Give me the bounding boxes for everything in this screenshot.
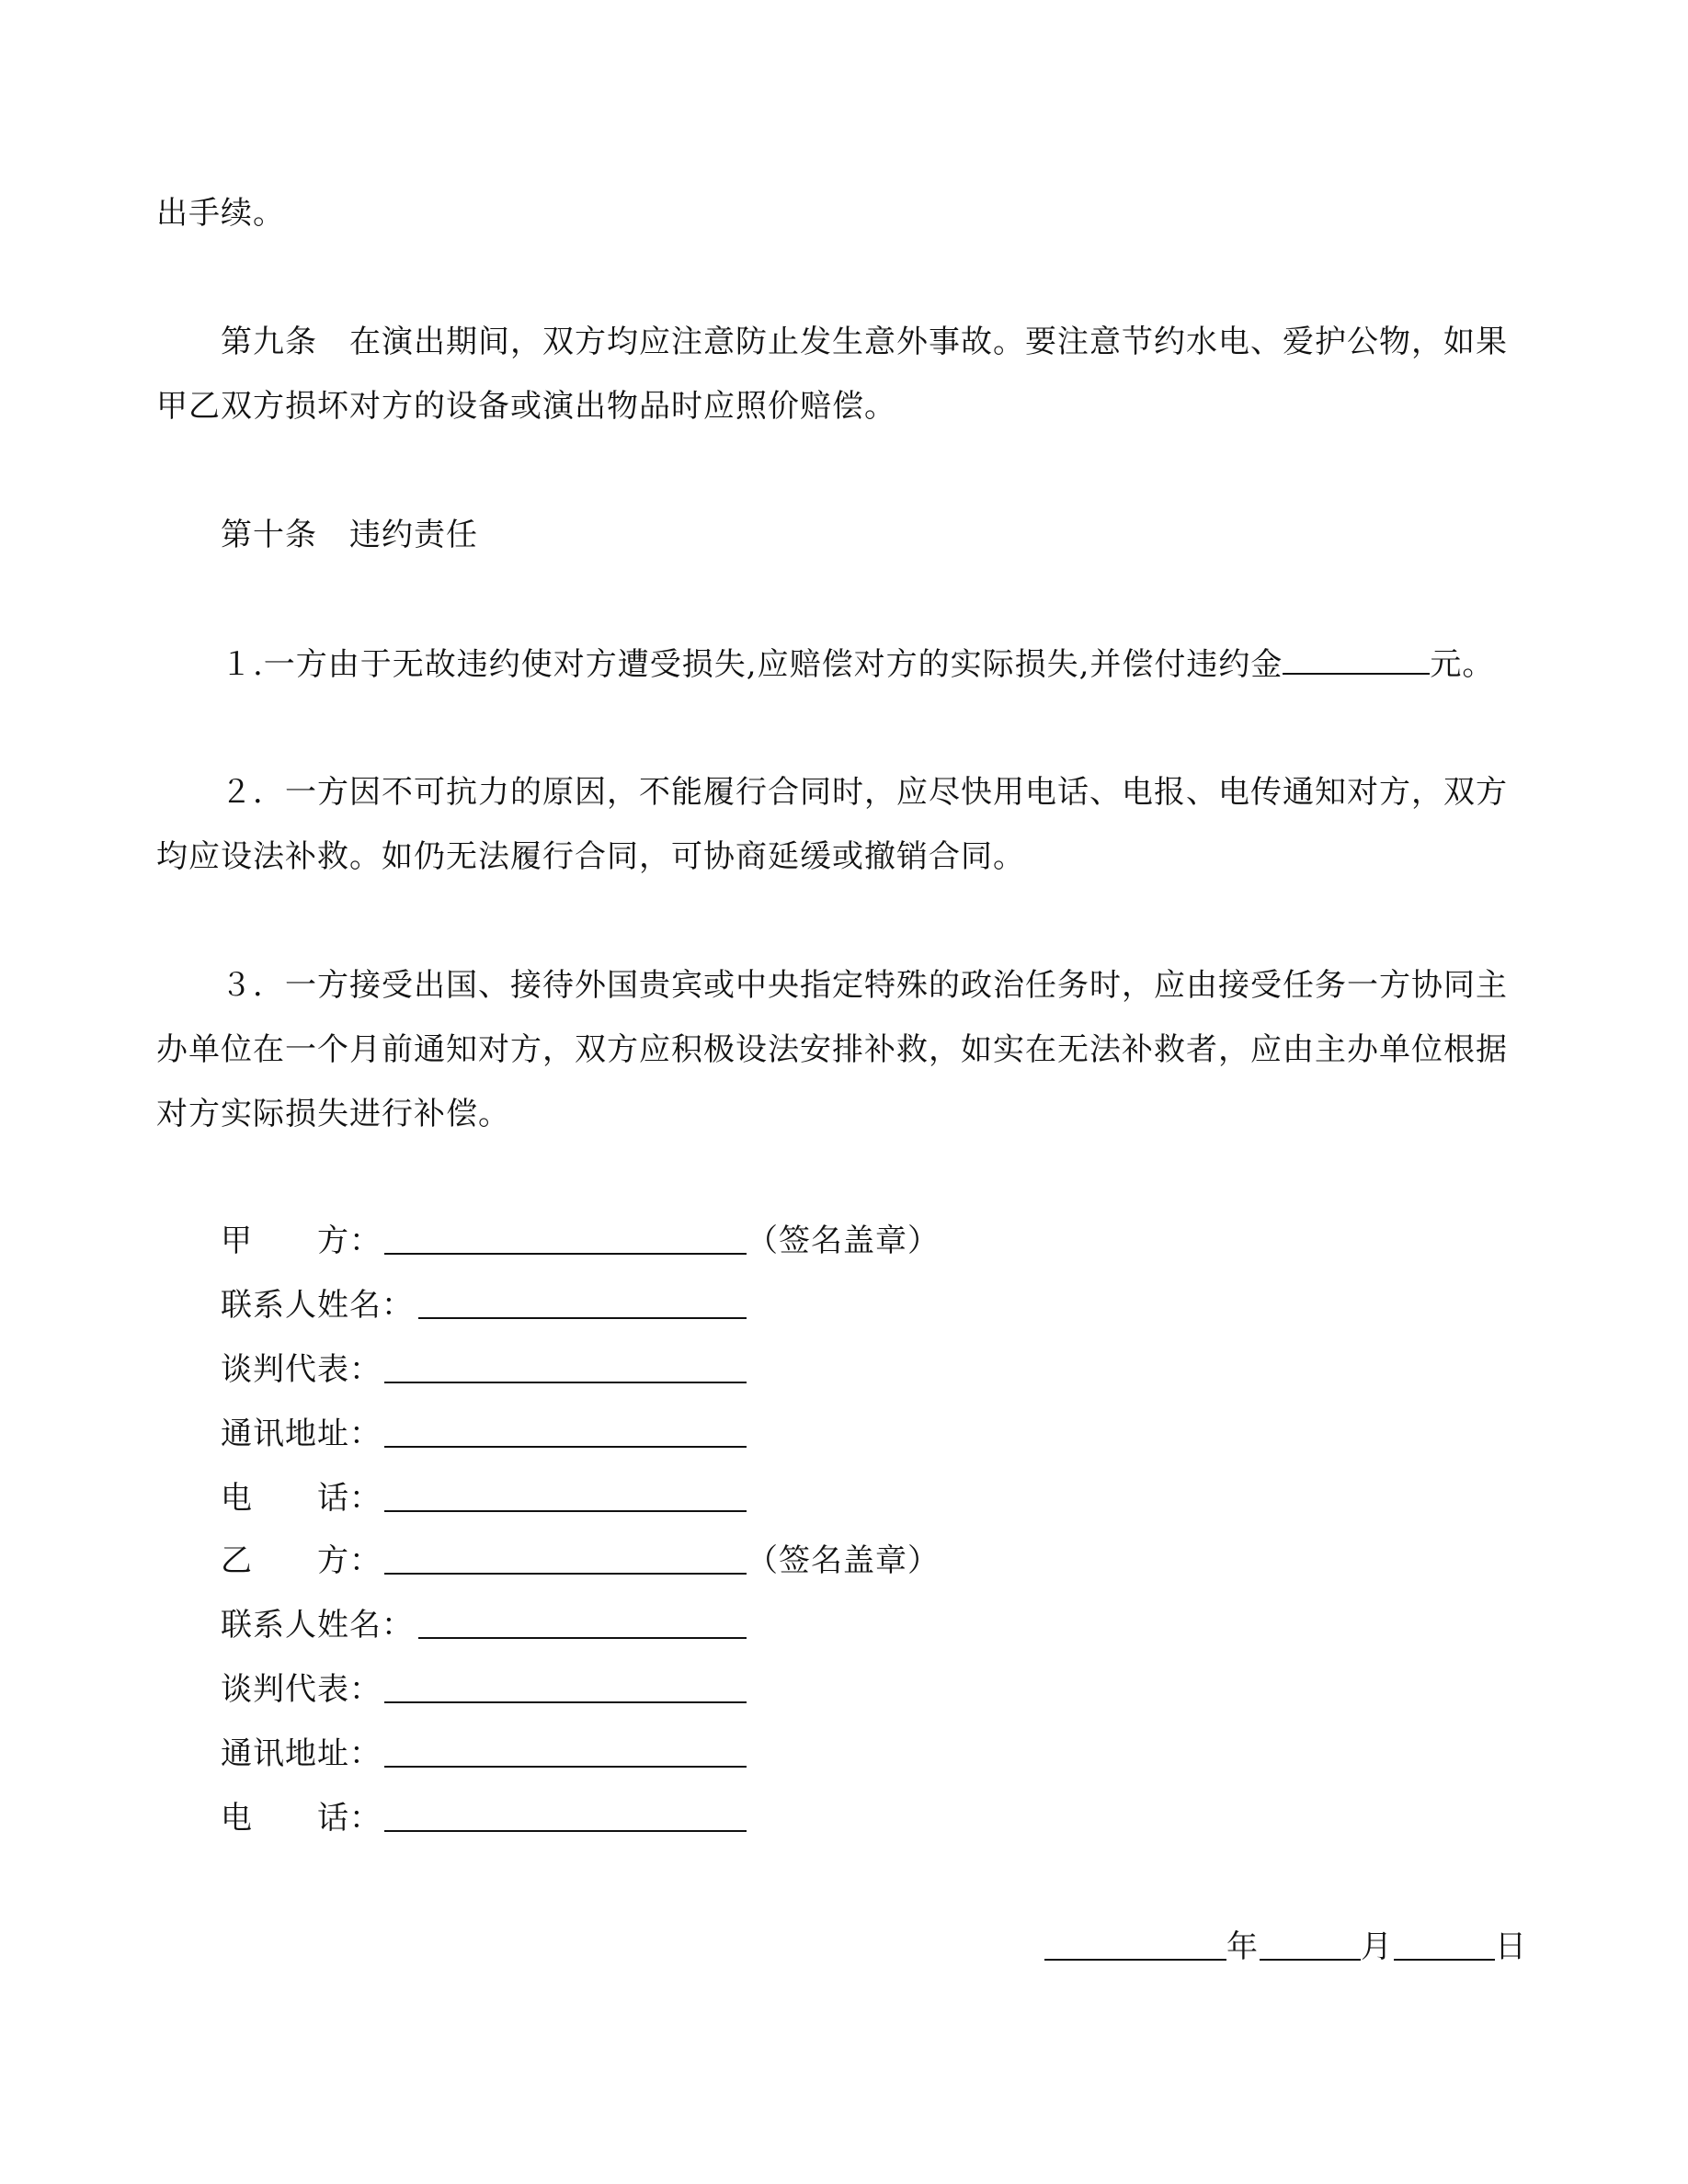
- party-b-contact-blank[interactable]: [418, 1637, 747, 1639]
- date-year-blank[interactable]: [1044, 1959, 1226, 1961]
- party-b-phone-blank[interactable]: [384, 1830, 747, 1832]
- party-a-sign-note: （签名盖章）: [747, 1223, 940, 1259]
- article-9-line-1: 第九条 在演出期间，双方均应注意防止发生意外事故。要注意节约水电、爱护公物，如果: [221, 324, 1508, 360]
- party-a-rep-label: 谈判代表：: [221, 1351, 382, 1388]
- article-9-line-2: 甲乙双方损坏对方的设备或演出物品时应照价赔偿。: [156, 388, 896, 425]
- clause-3-line-1: ３．一方接受出国、接待外国贵宾或中央指定特殊的政治任务时，应由接受任务一方协同主: [221, 967, 1508, 1004]
- date-year-label: 年: [1226, 1928, 1259, 1965]
- party-b-address-blank[interactable]: [384, 1766, 747, 1768]
- article-10-heading: 第十条 违约责任: [221, 517, 478, 553]
- party-b-contact-label: 联系人姓名：: [221, 1607, 414, 1644]
- party-b-rep-blank[interactable]: [384, 1701, 747, 1703]
- clause-3-line-3: 对方实际损失进行补偿。: [156, 1096, 510, 1132]
- date-month-blank[interactable]: [1260, 1959, 1361, 1961]
- paragraph-continuation: 出手续。: [156, 195, 285, 232]
- party-a-address-blank[interactable]: [384, 1446, 747, 1448]
- penalty-amount-blank[interactable]: [1283, 645, 1430, 675]
- party-b-address-label: 通讯地址：: [221, 1735, 382, 1772]
- clause-2-line-1: ２．一方因不可抗力的原因，不能履行合同时，应尽快用电话、电报、电传通知对方，双方: [221, 774, 1508, 811]
- party-b-sign-note: （签名盖章）: [747, 1542, 940, 1579]
- clause-3-line-2: 办单位在一个月前通知对方，双方应积极设法安排补救，如实在无法补救者，应由主办单位根据: [156, 1031, 1508, 1068]
- party-b-rep-label: 谈判代表：: [221, 1671, 382, 1708]
- party-a-contact-label: 联系人姓名：: [221, 1287, 414, 1324]
- clause-2-line-2: 均应设法补救。如仍无法履行合同，可协商延缓或撤销合同。: [156, 838, 1025, 875]
- date-day-label: 日: [1495, 1928, 1527, 1965]
- clause-1-unit: 元。: [1430, 646, 1495, 683]
- party-a-phone-blank[interactable]: [384, 1510, 747, 1512]
- party-a-blank[interactable]: [384, 1253, 747, 1255]
- date-day-blank[interactable]: [1394, 1959, 1495, 1961]
- party-a-address-label: 通讯地址：: [221, 1416, 382, 1452]
- clause-1-text: １.一方由于无故违约使对方遭受损失,应赔偿对方的实际损失,并偿付违约金: [221, 646, 1283, 683]
- clause-1: [221, 645, 1494, 683]
- party-b-label: 乙 方：: [221, 1542, 382, 1579]
- date-month-label: 月: [1361, 1928, 1393, 1965]
- party-b-phone-label: 电 话：: [221, 1800, 382, 1837]
- party-a-label: 甲 方：: [221, 1223, 382, 1259]
- party-a-phone-label: 电 话：: [221, 1480, 382, 1517]
- party-a-rep-blank[interactable]: [384, 1382, 747, 1383]
- party-b-blank[interactable]: [384, 1573, 747, 1575]
- party-a-contact-blank[interactable]: [418, 1317, 747, 1319]
